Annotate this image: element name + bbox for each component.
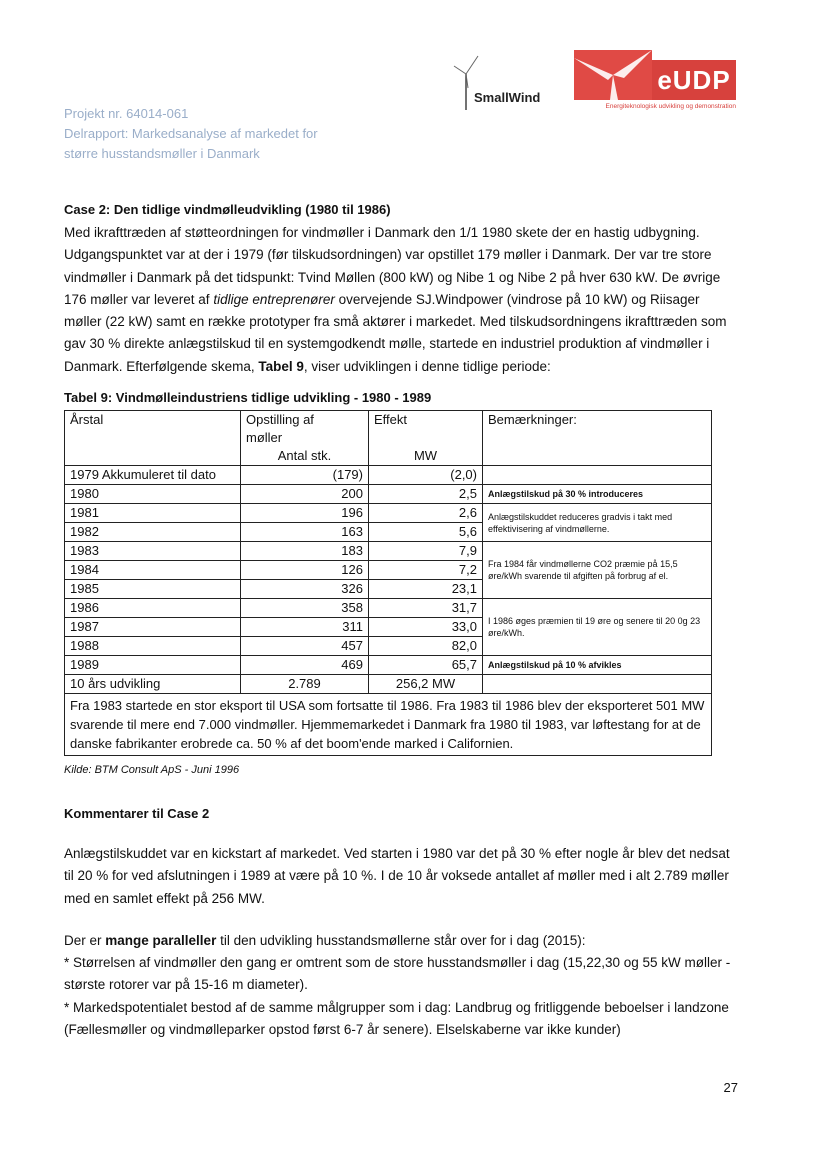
comments-p2-text-a: Der er [64, 933, 106, 948]
cell-remark-empty [483, 675, 712, 694]
table-header-row [65, 411, 712, 466]
comments-p2-text-b: til den udvikling husstandsmøllerne står over for i dag (2015): [216, 933, 586, 948]
col-header-effect-label: Effekt [374, 412, 408, 427]
cell-year: 1980 [65, 485, 241, 504]
case2-heading: Case 2: Den tidlige vindmølleudvikling (1980 til 1986) [64, 202, 391, 217]
cell-mw: 256,2 MW [369, 675, 483, 694]
cell-year: 1989 [65, 656, 241, 675]
case2-text-b: overvejende SJ.Windpower (vindrose på 10 kW) og Riisager møller (22 kW) samt en række prototyper fra små aktører i markedet. Med tilskudsordningens ikrafttræden som gav 30 % direkte anlægstilskud til en systemgodkendt mølle, startede en industriel produktion af vindmøller i Danmark. Efterfølgende skema, [64, 291, 727, 374]
eudp-logo [574, 50, 736, 112]
remark-1989: Anlægstilskud på 10 % afvikles [483, 656, 712, 675]
cell-year: 1982 [65, 523, 241, 542]
case2-table-ref: Tabel 9 [258, 358, 304, 374]
remark-1983: Fra 1984 får vindmøllerne CO2 præmie på 15,5 øre/kWh svarende til afgiften på forbrug af el. [483, 542, 712, 599]
eudp-emblem [574, 50, 652, 100]
col-header-effect [369, 411, 483, 466]
case2-text-c: , viser udviklingen i denne tidlige periode: [303, 358, 551, 374]
table-footer-note: Fra 1983 startede en stor eksport til USA som fortsatte til 1986. Fra 1983 til 1986 blev der eksporteret 501 MW svarende til mere end 7.000 vindmøller. Hjemmemarkedet i Danmark fra 1980 til 1983, var løftestang for at de danske fabrikanter erobrede ca. 50 % af det boom'ende marked i Californien. [65, 694, 712, 756]
eudp-wordmark: eUDP [652, 60, 736, 100]
cell-mw: 33,0 [369, 618, 483, 637]
cell-count: 183 [241, 542, 369, 561]
comments-bullet-1: * Størrelsen af vindmøller den gang er omtrent som de store husstandsmøller i dag (15,22,30 og 55 kW møller - største rotorer var på 15-16 m diameter). [64, 955, 731, 993]
cell-year: 1986 [65, 599, 241, 618]
remark-1986: I 1986 øges præmien til 19 øre og senere til 20 0g 23 øre/kWh. [483, 599, 712, 656]
cell-count: 163 [241, 523, 369, 542]
case2-italic: tidlige entreprenører [213, 291, 335, 307]
page-number: 27 [723, 1080, 738, 1095]
cell-count: 200 [241, 485, 369, 504]
cell-mw: 31,7 [369, 599, 483, 618]
cell-mw: 2,6 [369, 504, 483, 523]
cell-count: (179) [241, 466, 369, 485]
cell-count: 358 [241, 599, 369, 618]
table-footer-row [65, 694, 712, 756]
cell-count: 311 [241, 618, 369, 637]
table-row [65, 656, 712, 675]
cell-year: 1983 [65, 542, 241, 561]
table-title: Tabel 9: Vindmølleindustriens tidlige udvikling - 1980 - 1989 [64, 390, 432, 405]
smallwind-logo [452, 52, 552, 112]
turbine-emblem-icon [574, 50, 652, 100]
col-header-count [241, 411, 369, 466]
eudp-subtitle: Energiteknologisk udvikling og demonstration [605, 103, 736, 110]
col-header-count-line2: møller [246, 430, 283, 445]
cell-mw: (2,0) [369, 466, 483, 485]
cell-year: 1988 [65, 637, 241, 656]
case2-text-a: Med ikrafttræden af støtteordningen for vindmøller i Danmark den 1/1 1980 skete der en hastig udbygning. Udgangspunktet var at der i 1979 (før tilskudsordningen) var opstillet 179 møller i Danmark. Der var tre store vindmøller i Danmark på det tidspunkt: Tvind Møllen (800 kW) og Nibe 1 og Nibe 2 på hver 630 kW. De øvrige 176 møller var leveret af [64, 225, 721, 307]
cell-year: 1979 Akkumuleret til dato [65, 466, 241, 485]
comments-heading: Kommentarer til Case 2 [64, 806, 210, 821]
cell-mw: 2,5 [369, 485, 483, 504]
col-header-effect-unit: MW [413, 448, 438, 463]
cell-mw: 65,7 [369, 656, 483, 675]
cell-year: 1984 [65, 561, 241, 580]
cell-year: 1985 [65, 580, 241, 599]
col-header-year: Årstal [65, 411, 241, 466]
col-header-count-unit: Antal stk. [277, 448, 332, 463]
remark-1980: Anlægstilskud på 30 % introduceres [483, 485, 712, 504]
table-source: Kilde: BTM Consult ApS - Juni 1996 [64, 764, 240, 776]
report-title-line2: større husstandsmøller i Danmark [64, 146, 260, 161]
cell-remark-empty [483, 466, 712, 485]
comments-bullet-2: * Markedspotentialet bestod af de samme målgrupper som i dag: Landbrug og fritliggende beboelser i landzone (Fællesmøller og vindmølleparker opstod først 6-7 år senere). Elselskaberne var ikke kunder) [64, 1000, 729, 1038]
report-title-line1: Delrapport: Markedsanalyse af markedet for [64, 126, 318, 141]
table-row [65, 599, 712, 618]
cell-count: 457 [241, 637, 369, 656]
comments-paragraph-2 [64, 930, 734, 952]
table-total-row [65, 675, 712, 694]
cell-mw: 82,0 [369, 637, 483, 656]
col-header-count-line1: Opstilling af [246, 412, 314, 427]
cell-mw: 7,2 [369, 561, 483, 580]
cell-mw: 23,1 [369, 580, 483, 599]
cell-count: 326 [241, 580, 369, 599]
col-header-remarks: Bemærkninger: [483, 411, 712, 466]
table-9 [64, 410, 712, 756]
smallwind-label: SmallWind [474, 90, 541, 105]
cell-year: 10 års udvikling [65, 675, 241, 694]
cell-count: 469 [241, 656, 369, 675]
case2-paragraph [64, 222, 734, 378]
table-row [65, 542, 712, 561]
cell-mw: 7,9 [369, 542, 483, 561]
table-row [65, 485, 712, 504]
cell-count: 2.789 [241, 675, 369, 694]
table-row [65, 504, 712, 523]
cell-year: 1987 [65, 618, 241, 637]
comments-p2-bold: mange paralleller [105, 933, 217, 948]
cell-mw: 5,6 [369, 523, 483, 542]
cell-count: 126 [241, 561, 369, 580]
cell-year: 1981 [65, 504, 241, 523]
project-number: Projekt nr. 64014-061 [64, 106, 189, 121]
table-row [65, 466, 712, 485]
cell-count: 196 [241, 504, 369, 523]
remark-1981: Anlægstilskuddet reduceres gradvis i takt med effektivisering af vindmøllerne. [483, 504, 712, 542]
comments-paragraph-1: Anlægstilskuddet var en kickstart af markedet. Ved starten i 1980 var det på 30 % efter nogle år blev det nedsat til 20 % for ved afslutningen i 1989 at være på 10 %. I de 10 år voksede antallet af møller med i alt 2.789 møller med en samlet effekt på 256 MW. [64, 846, 730, 906]
